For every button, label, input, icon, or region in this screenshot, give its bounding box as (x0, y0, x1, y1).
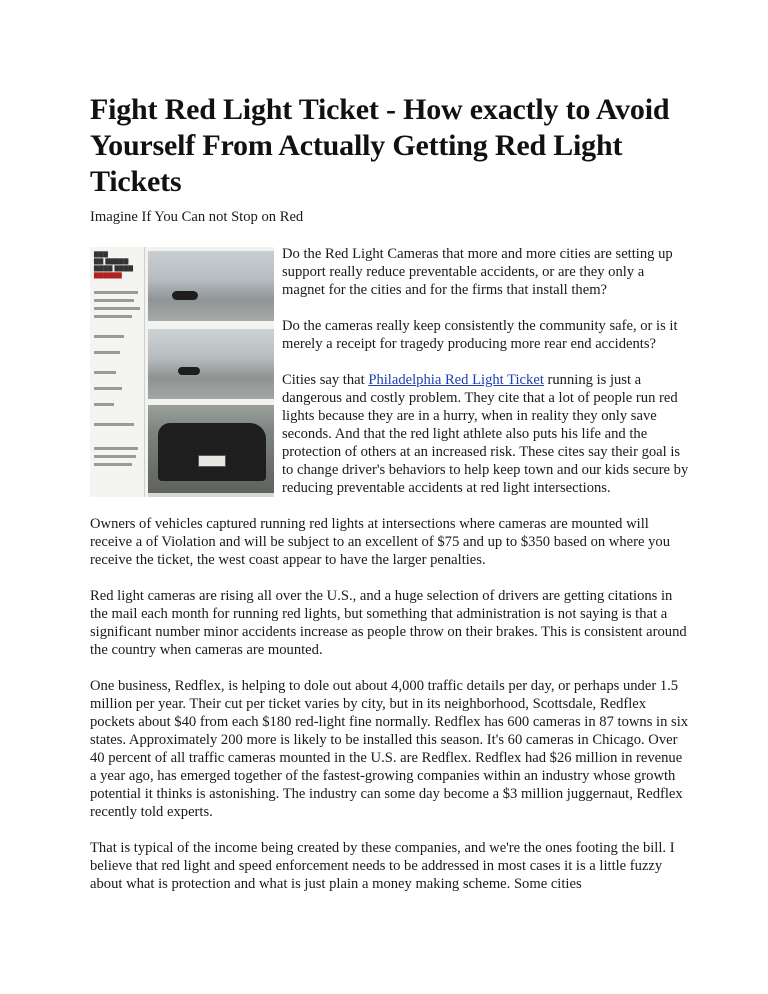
article-body (90, 245, 690, 911)
intersection-photo-1 (148, 251, 274, 321)
paragraph-3: Cities say that Philadelphia Red Light Ticket running is just a dangerous and costly problem. They cite that a lot of people run red lights because they are in a hurry, when in reality they only save seconds. And that the red light athlete also puts his life and the protection of others at an increased risk. These cites say their goal is to change driver's behaviors to help keep town and our kids secure by reducing preventable accidents at red light intersections. (282, 372, 689, 496)
ticket-document (90, 247, 145, 497)
article-subtitle: Imagine If You Can not Stop on Red (90, 209, 304, 225)
paragraph-6: One business, Redflex, is helping to dole out about 4,000 traffic details per day, or perhaps under 1.5 million per year. Their cut per ticket varies by city, but in its neighborhood, Scottsdale, Redflex pockets about $40 from each $180 red-light fine normally. Redflex has 600 cameras in 87 towns in six states. Approximately 200 more is likely to be installed this season. It's 60 cameras in Chicago. Over 40 percent of all traffic cameras mounted in the U.S. are Redflex. Redflex had $26 million in revenue a year ago, has emerged together of the fastest-growing companies within an industry whose growth potential it thinks is astonishing. The industry can some day become a $3 million juggernaut, Redflex recently told experts. (90, 678, 689, 820)
car-rear-photo (148, 405, 274, 493)
paragraph-7: That is typical of the income being created by these companies, and we're the ones footing the bill. I believe that red light and speed enforcement needs to be addressed in most cases it is a little fuzzy about what is protection and what is just plain a money making scheme. Some cities (90, 840, 675, 892)
article-title: Fight Red Light Ticket - How exactly to Avoid Yourself From Actually Getting Red Light Tickets (90, 93, 670, 198)
paragraph-2: Do the cameras really keep consistently the community safe, or is it merely a receipt for tragedy producing more rear end accidents? (282, 318, 678, 352)
intersection-photo-2 (148, 329, 274, 399)
paragraph-4: Owners of vehicles captured running red lights at intersections where cameras are mounted will receive a of Violation and will be subject to an excellent of $75 and up to $350 based on where you receive the ticket, the west coast appear to have the larger penalties. (90, 516, 671, 568)
philadelphia-red-light-ticket-link[interactable]: Philadelphia Red Light Ticket (368, 372, 544, 388)
paragraph-5: Red light cameras are rising all over the U.S., and a huge selection of drivers are getting citations in the mail each month for running red lights, but something that administration is not saying is that a significant number minor accidents increase as people throw on their brakes. This is consistent around the country when cameras are mounted. (90, 588, 687, 658)
paragraph-1: Do the Red Light Cameras that more and more cities are setting up support really reduce preventable accidents, or are they only a magnet for the cities and for the firms that install them? (282, 246, 673, 298)
traffic-ticket-photo (90, 247, 274, 497)
ticket-header-graphic: ▇▇▇ ▇▇ ▇▇▇▇▇ ▇▇▇▇ ▇▇▇▇ ▇▇▇▇▇▇ (94, 251, 134, 279)
